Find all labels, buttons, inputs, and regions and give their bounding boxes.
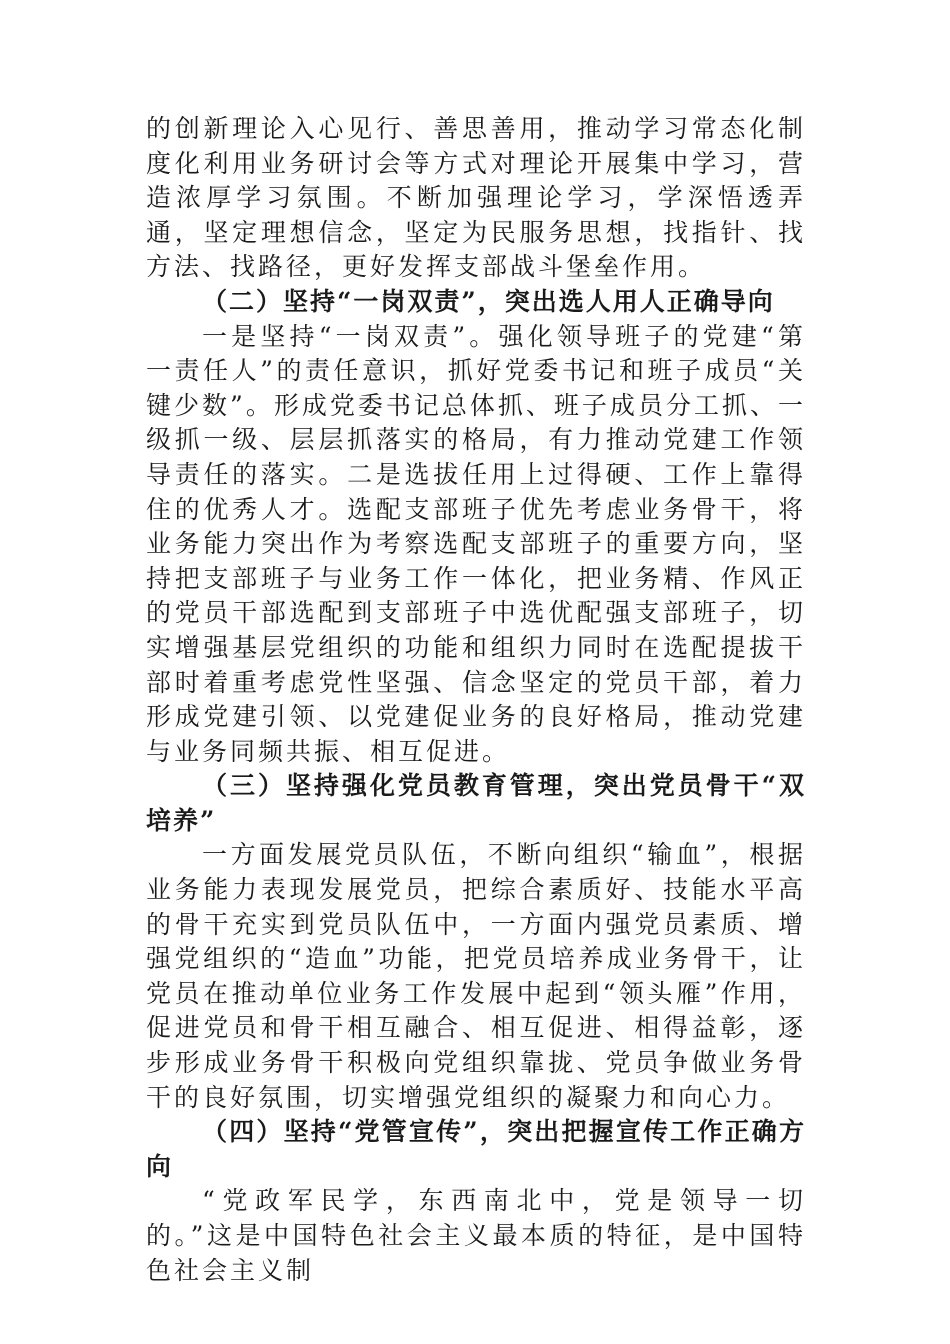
paragraph-section-4: “党政军民学，东西南北中，党是领导一切的。”这是中国特色社会主义最本质的特征，是中国特色社会主义制	[146, 1186, 806, 1285]
section-heading-4: （四）坚持“党管宣传”，突出把握宣传工作正确方向	[146, 1117, 806, 1181]
section-heading-2: （二）坚持“一岗双责”，突出选人用人正确导向	[202, 286, 775, 316]
paragraph-intro: 的创新理论入心见行、善思善用，推动学习常态化制度化利用业务研讨会等方式对理论开展集中学习，营造浓厚学习氛围。不断加强理论学习，学深悟透弄通，坚定理想信念，坚定为民服务思想，找指针、找方法、找路径，更好发挥支部战斗堡垒作用。	[146, 114, 806, 282]
section-heading-3: （三）坚持强化党员教育管理，突出党员骨干“双培养”	[146, 771, 806, 835]
document-body	[146, 112, 806, 1288]
paragraph-section-2: 一是坚持“一岗双责”。强化领导班子的党建“第一责任人”的责任意识，抓好党委书记和班子成员“关键少数”。形成党委书记总体抓、班子成员分工抓、一级抓一级、层层抓落实的格局，有力推动党建工作领导责任的落实。二是选拔任用上过得硬、工作上靠得住的优秀人才。选配支部班子优先考虑业务骨干，将业务能力突出作为考察选配支部班子的重要方向，坚持把支部班子与业务工作一体化，把业务精、作风正的党员干部选配到支部班子中选优配强支部班子，切实增强基层党组织的功能和组织力同时在选配提拔干部时着重考虑党性坚强、信念坚定的党员干部，着力形成党建引领、以党建促业务的良好格局，推动党建与业务同频共振、相互促进。	[146, 321, 806, 766]
paragraph-section-3: 一方面发展党员队伍，不断向组织“输血”，根据业务能力表现发展党员，把综合素质好、技能水平高的骨干充实到党员队伍中，一方面内强党员素质、增强党组织的“造血”功能，把党员培养成业务骨干，让党员在推动单位业务工作发展中起到“领头雁”作用，促进党员和骨干相互融合、相互促进、相得益彰，逐步形成业务骨干积极向党组织靠拢、党员争做业务骨干的良好氛围，切实增强党组织的凝聚力和向心力。	[146, 840, 806, 1112]
